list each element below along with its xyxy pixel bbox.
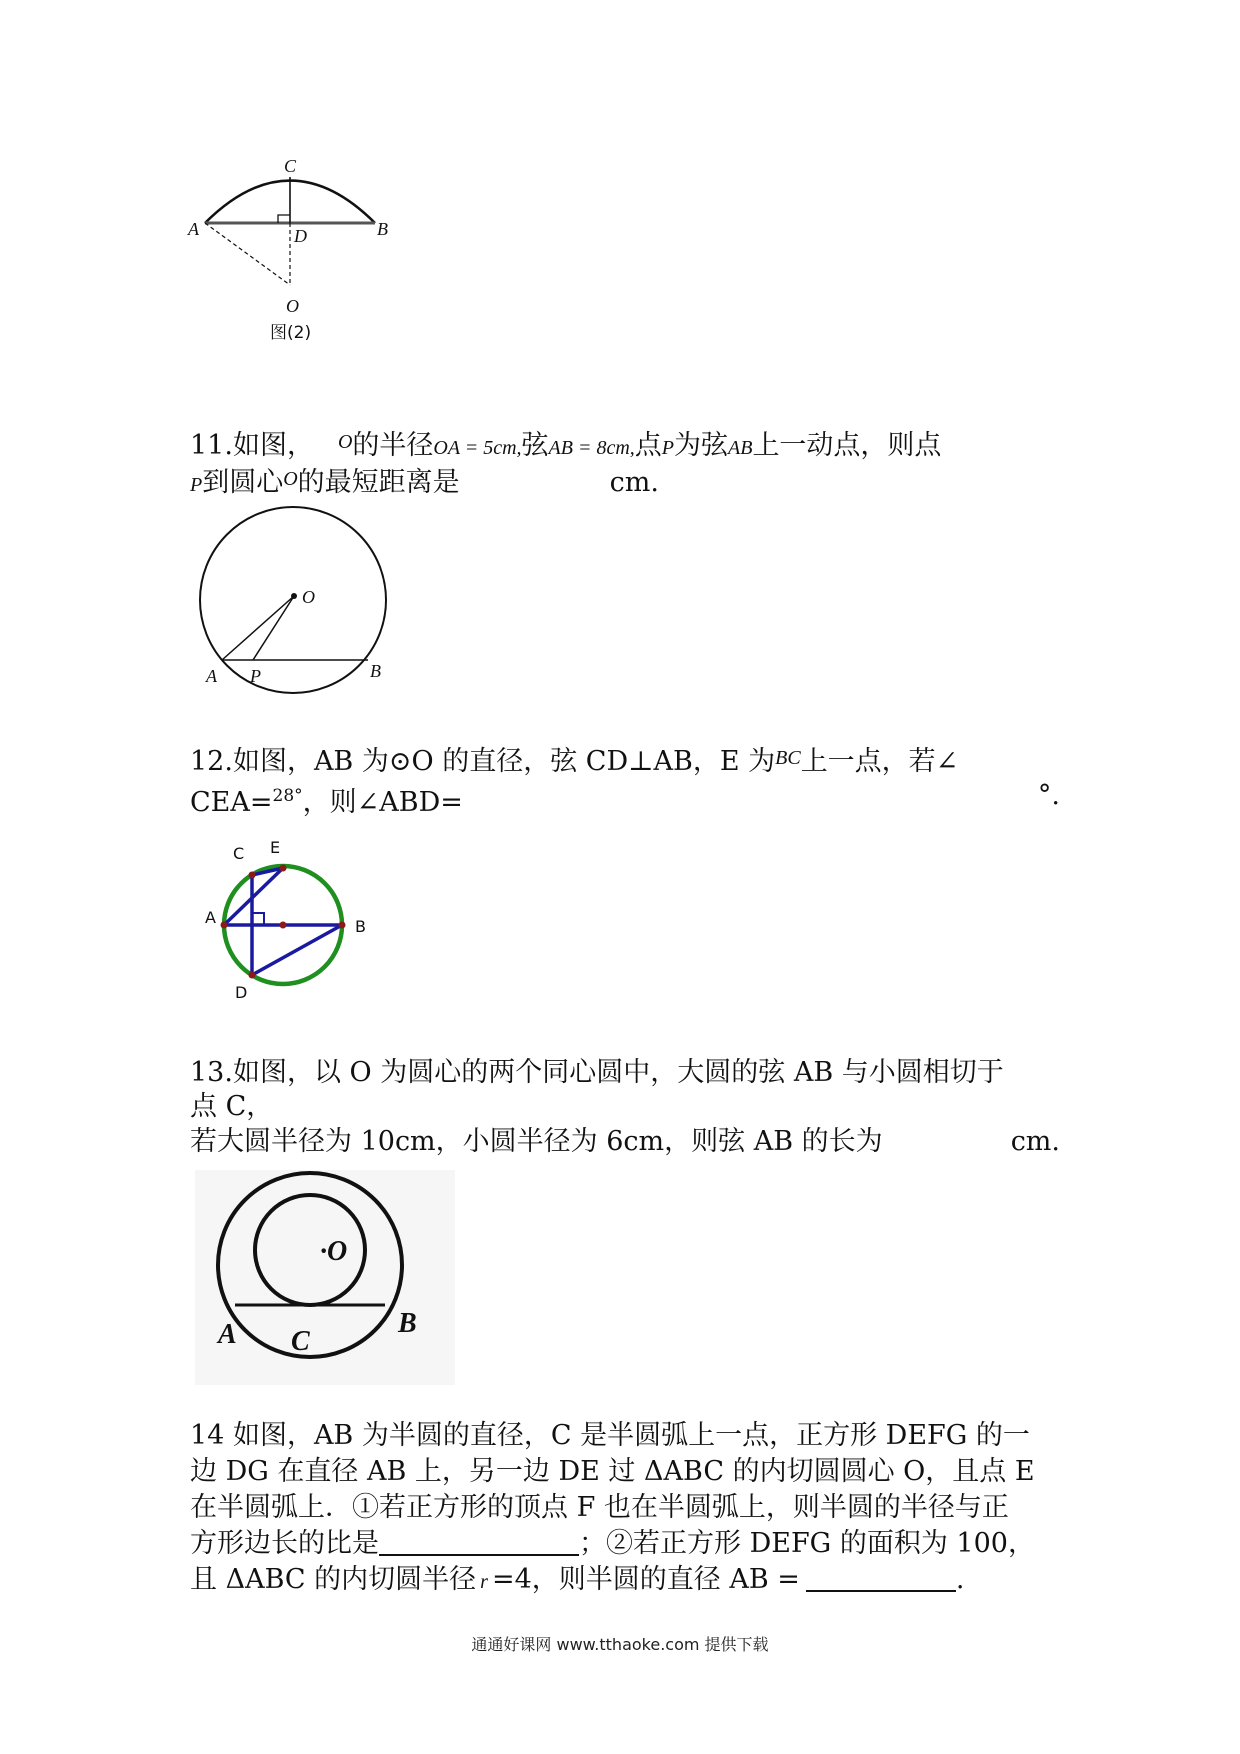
q12-fig-label-b: B — [355, 917, 366, 936]
fig2-label-b: B — [377, 219, 388, 239]
q11-line-2: P到圆心$^O$的最短距离是 cm. — [190, 467, 659, 498]
q12-fig-label-c: C — [233, 844, 245, 863]
page-footer: 通通好课网 www.tthaoke.com 提供下载 — [471, 1635, 769, 1654]
q12-fig-label-a: A — [205, 908, 216, 927]
q14-line-5: 且 ΔABC 的内切圆半径 r =4，则半圆的直径 AB = . — [190, 1564, 965, 1595]
q13-fig-label-a: A — [218, 1319, 237, 1350]
q11-fig-label-p: P — [250, 666, 261, 686]
q12-line-2: CEA=$^{28^\circ}$，则∠ABD= °. — [190, 780, 1060, 818]
q11-fig-label-o: O — [302, 587, 315, 607]
q11-figure — [190, 505, 400, 705]
q14-line-2: 边 DG 在直径 AB 上，另一边 DE 过 ΔABC 的内切圆圆心 O，且点 E — [190, 1456, 1035, 1487]
q14-line-1: 14 如图，AB 为半圆的直径，C 是半圆弧上一点，正方形 DEFG 的一 — [190, 1420, 1030, 1451]
q14-line-4: 方形边长的比是 ；②若正方形 DEFG 的面积为 100， — [190, 1528, 1035, 1559]
q12-fig-label-e: E — [270, 838, 281, 857]
q11-fig-label-a: A — [206, 666, 217, 686]
q12-figure — [195, 835, 385, 1005]
q11-fig-label-b: B — [370, 661, 381, 681]
fig2-label-a: A — [188, 219, 199, 239]
q13-figure — [195, 1170, 455, 1385]
fig2-label-d: D — [294, 226, 307, 246]
q11-line-1: 11.如图， $^O$的半径OA = 5cm,弦AB = 8cm,点P为弦AB上一动点，则点 — [190, 430, 942, 461]
answer-blank-1 — [379, 1526, 579, 1556]
q13-line-2: 点 C， — [190, 1091, 274, 1122]
q13-line-3: 若大圆半径为 10cm，小圆半径为 6cm，则弦 AB 的长为 cm. — [190, 1126, 1060, 1157]
q13-fig-label-o: ·O — [320, 1236, 348, 1267]
fig2-label-c: C — [284, 156, 297, 176]
fig2-label-o: O — [286, 296, 299, 316]
fig2-caption: 图(2) — [270, 323, 312, 343]
q13-fig-label-c: C — [291, 1326, 310, 1357]
answer-blank-2 — [806, 1562, 956, 1592]
q12-line-1: 12.如图，AB 为⊙O 的直径，弦 CD⊥AB，E 为$^{BC}$上一点，若∠ — [190, 746, 959, 777]
q13-line-1: 13.如图，以 O 为圆心的两个同心圆中，大圆的弦 AB 与小圆相切于 — [190, 1057, 1004, 1088]
figure-2 — [180, 150, 400, 350]
q12-fig-label-d: D — [235, 983, 248, 1002]
q13-fig-label-b: B — [398, 1308, 417, 1339]
q14-line-3: 在半圆弧上．①若正方形的顶点 F 也在半圆弧上，则半圆的半径与正 — [190, 1492, 1009, 1523]
